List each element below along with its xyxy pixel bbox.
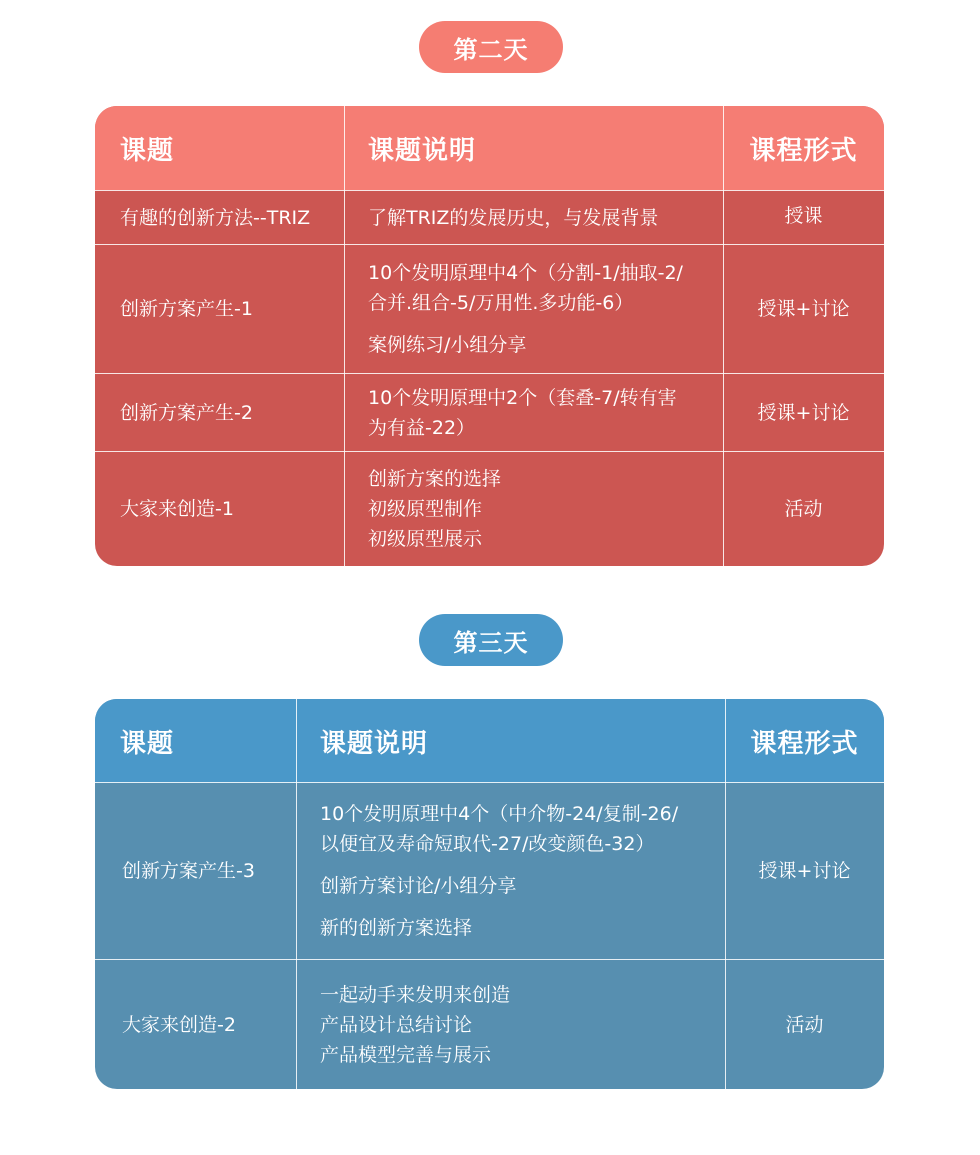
row-description xyxy=(344,452,723,566)
day3-title-badge: 第三天 xyxy=(419,614,563,666)
description-line: 了解TRIZ的发展历史，与发展背景 xyxy=(368,207,659,229)
description-line: 10个发明原理中4个（分割-1/抽取-2/ xyxy=(368,262,683,284)
description-line: 初级原型制作 xyxy=(368,498,483,520)
table-header xyxy=(95,699,884,783)
row-description xyxy=(296,783,725,959)
description-line: 案例练习/小组分享 xyxy=(368,334,527,356)
row-description xyxy=(344,245,723,373)
table-row xyxy=(95,191,884,244)
day2-schedule-table xyxy=(95,106,884,566)
row-format: 授课 xyxy=(784,205,823,227)
header-format: 课程形式 xyxy=(750,728,859,759)
description-line: 新的创新方案选择 xyxy=(320,917,473,939)
row-description xyxy=(344,191,723,244)
description-line: 10个发明原理中4个（中介物-24/复制-26/ xyxy=(320,803,679,825)
table-row xyxy=(95,452,884,566)
description-line: 合并.组合-5/万用性.多功能-6） xyxy=(368,292,634,314)
row-description xyxy=(344,374,723,451)
row-topic: 创新方案产生-3 xyxy=(122,860,255,882)
row-format: 活动 xyxy=(784,498,823,520)
description-line: 10个发明原理中2个（套叠-7/转有害 xyxy=(368,386,677,409)
row-format: 活动 xyxy=(785,1013,824,1036)
table-row xyxy=(95,245,884,373)
description-line: 创新方案的选择 xyxy=(368,468,502,490)
row-format: 授课+讨论 xyxy=(757,298,850,320)
table-row xyxy=(95,374,884,451)
column-divider xyxy=(296,699,297,1089)
description-line: 产品模型完善与展示 xyxy=(320,1043,492,1066)
description-line: 初级原型展示 xyxy=(368,528,483,550)
row-description xyxy=(296,960,725,1089)
row-topic: 大家来创造-2 xyxy=(122,1013,236,1036)
table-header xyxy=(95,106,884,190)
row-format: 授课+讨论 xyxy=(757,401,850,424)
day3-schedule-table xyxy=(95,699,884,1089)
table-row xyxy=(95,783,884,959)
header-description: 课题说明 xyxy=(368,135,477,166)
description-line: 以便宜及寿命短取代-27/改变颜色-32） xyxy=(320,833,655,855)
row-format: 授课+讨论 xyxy=(758,860,851,882)
column-divider xyxy=(344,106,345,566)
header-format: 课程形式 xyxy=(749,135,858,166)
header-description: 课题说明 xyxy=(320,728,429,759)
description-line: 产品设计总结讨论 xyxy=(320,1013,473,1036)
row-topic: 创新方案产生-1 xyxy=(120,298,253,320)
description-line: 一起动手来发明来创造 xyxy=(320,983,511,1006)
row-topic: 大家来创造-1 xyxy=(120,498,234,520)
day2-title-badge: 第二天 xyxy=(419,21,563,73)
description-line: 创新方案讨论/小组分享 xyxy=(320,875,517,897)
header-topic: 课题 xyxy=(120,135,175,166)
row-topic: 创新方案产生-2 xyxy=(120,401,253,424)
column-divider xyxy=(723,106,724,566)
table-row xyxy=(95,960,884,1089)
row-topic: 有趣的创新方法--TRIZ xyxy=(120,206,311,229)
column-divider xyxy=(725,699,726,1089)
description-line: 为有益-22） xyxy=(368,416,476,439)
header-topic: 课题 xyxy=(120,728,175,759)
